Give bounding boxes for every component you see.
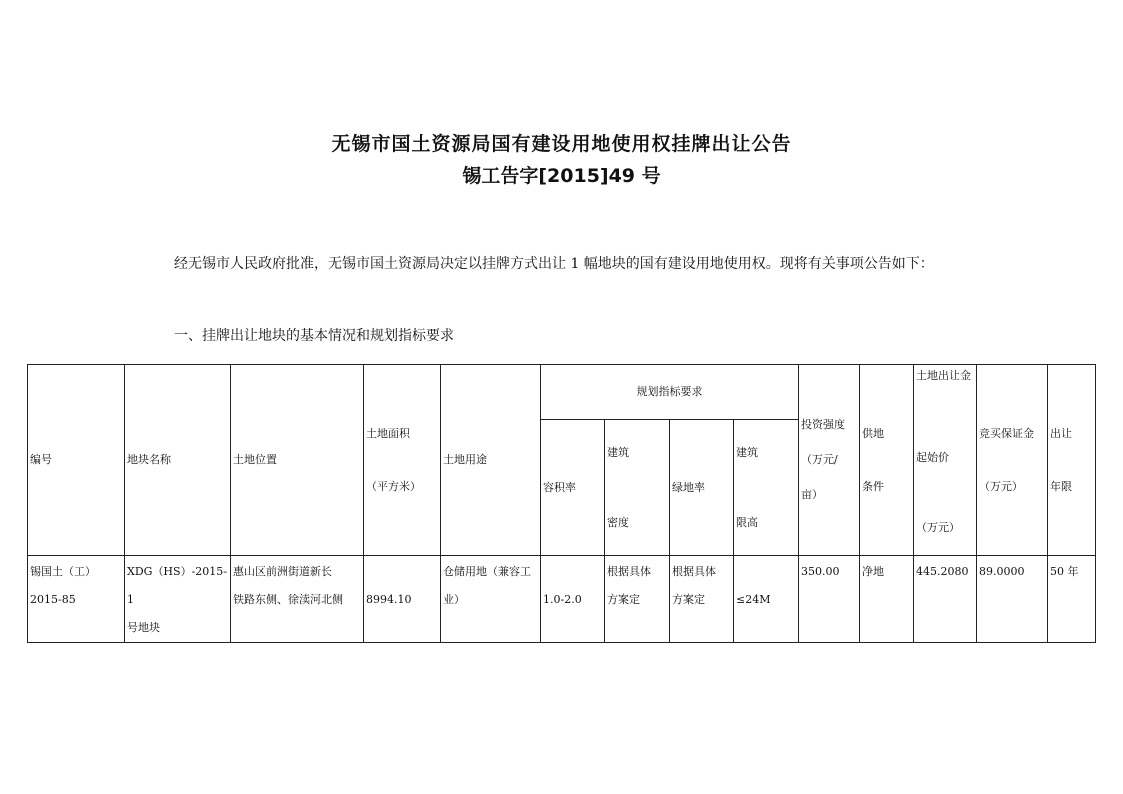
cell-use: 仓储用地（兼容工 业） [441,556,541,643]
header-green: 绿地率 [670,420,734,556]
cell-start-price: 445.2080 [914,556,977,643]
header-planning: 规划指标要求 [541,365,799,420]
cell-id: 锡国土（工） 2015-85 [28,556,125,643]
cell-area: 8994.10 [364,556,441,643]
header-density: 建筑 密度 [605,420,670,556]
cell-height: ≤24M [734,556,799,643]
header-far: 容积率 [541,420,605,556]
header-supply: 供地 条件 [860,365,914,556]
header-start-price: 土地出让金 起始价 （万元） [914,365,977,556]
cell-supply: 净地 [860,556,914,643]
header-area: 土地面积 （平方米） [364,365,441,556]
cell-deposit: 89.0000 [977,556,1048,643]
cell-name: XDG（HS）-2015-1 号地块 [125,556,231,643]
cell-density: 根据具体 方案定 [605,556,670,643]
cell-location: 惠山区前洲街道新长 铁路东侧、徐渎河北侧 [231,556,364,643]
intro-paragraph: 经无锡市人民政府批准，无锡市国土资源局决定以挂牌方式出让 1 幅地块的国有建设用地使用权。现将有关事项公告如下： [174,256,934,272]
table-row [28,556,1096,643]
header-use: 土地用途 [441,365,541,556]
cell-far: 1.0-2.0 [541,556,605,643]
cell-investment: 350.00 [799,556,860,643]
cell-green: 根据具体 方案定 [670,556,734,643]
document-title: 无锡市国土资源局国有建设用地使用权挂牌出让公告 [331,133,792,155]
header-deposit: 竞买保证金 （万元） [977,365,1048,556]
header-location: 土地位置 [231,365,364,556]
header-investment: 投资强度 （万元/ 亩） [799,365,860,556]
section-heading: 一、挂牌出让地块的基本情况和规划指标要求 [174,328,454,344]
header-name: 地块名称 [125,365,231,556]
header-id: 编号 [28,365,125,556]
header-term: 出让 年限 [1048,365,1096,556]
header-height: 建筑 限高 [734,420,799,556]
land-parcel-table [27,364,1096,643]
cell-term: 50 年 [1048,556,1096,643]
document-number: 锡工告字[2015]49 号 [462,165,661,187]
